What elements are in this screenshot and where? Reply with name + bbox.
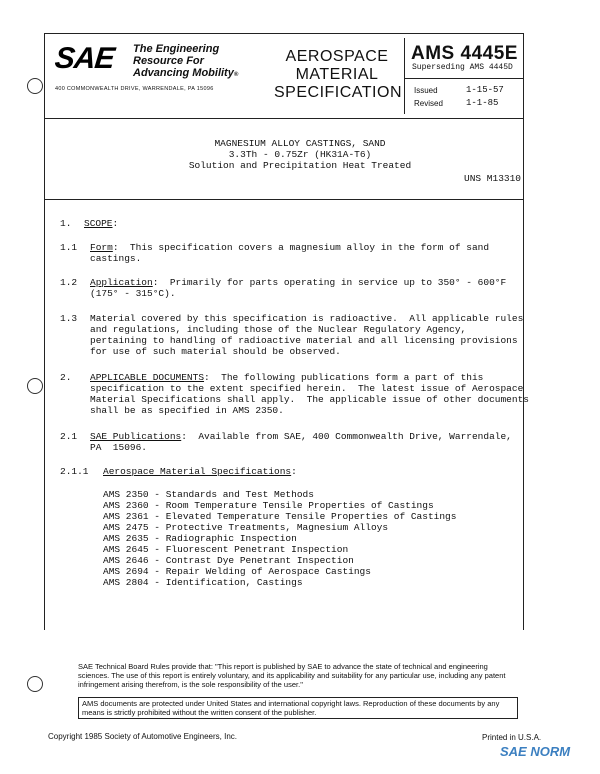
section-heading: Application bbox=[90, 277, 153, 288]
issued-label: Issued bbox=[414, 86, 438, 95]
punch-hole-bottom bbox=[27, 676, 43, 692]
sae-address: 400 COMMONWEALTH DRIVE, WARRENDALE, PA 15096 bbox=[55, 86, 214, 92]
issued-value: 1-15-57 bbox=[466, 85, 504, 95]
subject-line-1: MAGNESIUM ALLOY CASTINGS, SAND bbox=[214, 138, 386, 149]
section-heading: SCOPE bbox=[84, 218, 113, 229]
list-item: AMS 2475 - Protective Treatments, Magnesium Alloys bbox=[103, 522, 389, 533]
section-heading: Aerospace Material Specifications bbox=[103, 466, 292, 477]
subject-line-3: Solution and Precipitation Heat Treated bbox=[188, 160, 412, 171]
copyright-line: Copyright 1985 Society of Automotive Engineers, Inc. bbox=[48, 732, 237, 741]
sae-logo: SAE bbox=[53, 42, 116, 75]
section-heading: SAE Publications bbox=[90, 431, 182, 442]
copyright-notice-box: AMS documents are protected under United States and international copyright laws. Reproduction of these documents by any means is strictly prohibited without the written consent of the publisher. bbox=[78, 697, 518, 719]
section-body: The following publications form a part of this specification to the extent specified herein. The latest issue of Aerospace Material Specifications shall apply. The applicable issue of other documents shall be as specified in AMS 2350. bbox=[90, 372, 529, 416]
list-item: AMS 2646 - Contrast Dye Penetrant Inspection bbox=[103, 555, 354, 566]
printed-in: Printed in U.S.A. bbox=[482, 733, 542, 742]
ams-reference-list bbox=[103, 489, 456, 588]
sae-norm-watermark: SAE NORM bbox=[500, 744, 571, 759]
doc-title: AEROSPACE MATERIAL SPECIFICATION bbox=[274, 48, 402, 101]
sae-tagline: The Engineering Resource For Advancing Mobility® bbox=[133, 43, 239, 79]
section-body: Material covered by this specification is radioactive. All applicable rules and regulations, including those of the Nuclear Regulatory Agency, pertaining to handling of radioactive material and all licensing provisions for use of such material should be observed. bbox=[90, 313, 524, 357]
list-item: AMS 2635 - Radiographic Inspection bbox=[103, 533, 297, 544]
list-item: AMS 2804 - Identification, Castings bbox=[103, 577, 303, 588]
technical-board-rules: SAE Technical Board Rules provide that: "This report is published by SAE to advance the state of technical and engineering sciences. The use of this report is entirely voluntary, and its applicability and suitability for any particular use, including any patent infringement arising therefrom, is the sole responsibility of the user." bbox=[78, 662, 506, 689]
doc-number: AMS 4445E bbox=[411, 43, 518, 64]
section-heading: Form bbox=[90, 242, 113, 253]
subject-line-2: 3.3Th - 0.75Zr (HK31A-T6) bbox=[228, 149, 372, 160]
revised-value: 1-1-85 bbox=[466, 98, 499, 108]
supersedes-text: Superseding AMS 4445D bbox=[412, 63, 513, 72]
punch-hole-top bbox=[27, 78, 43, 94]
section-body: Primarily for parts operating in service up to 350° - 600°F (175° - 315°C). bbox=[90, 277, 507, 299]
list-item: AMS 2360 - Room Temperature Tensile Properties of Castings bbox=[103, 500, 434, 511]
section-body: Available from SAE, 400 Commonwealth Drive, Warrendale, PA 15096. bbox=[90, 431, 512, 453]
revised-label: Revised bbox=[414, 99, 443, 108]
list-item: AMS 2694 - Repair Welding of Aerospace Castings bbox=[103, 566, 371, 577]
list-item: AMS 2645 - Fluorescent Penetrant Inspection bbox=[103, 544, 349, 555]
section-body: This specification covers a magnesium alloy in the form of sand castings. bbox=[90, 242, 490, 264]
punch-hole-middle bbox=[27, 378, 43, 394]
list-item: AMS 2361 - Elevated Temperature Tensile Properties of Castings bbox=[103, 511, 457, 522]
uns-number: UNS M13310 bbox=[464, 173, 522, 184]
list-item: AMS 2350 - Standards and Test Methods bbox=[103, 489, 314, 500]
section-heading: APPLICABLE DOCUMENTS bbox=[90, 372, 205, 383]
